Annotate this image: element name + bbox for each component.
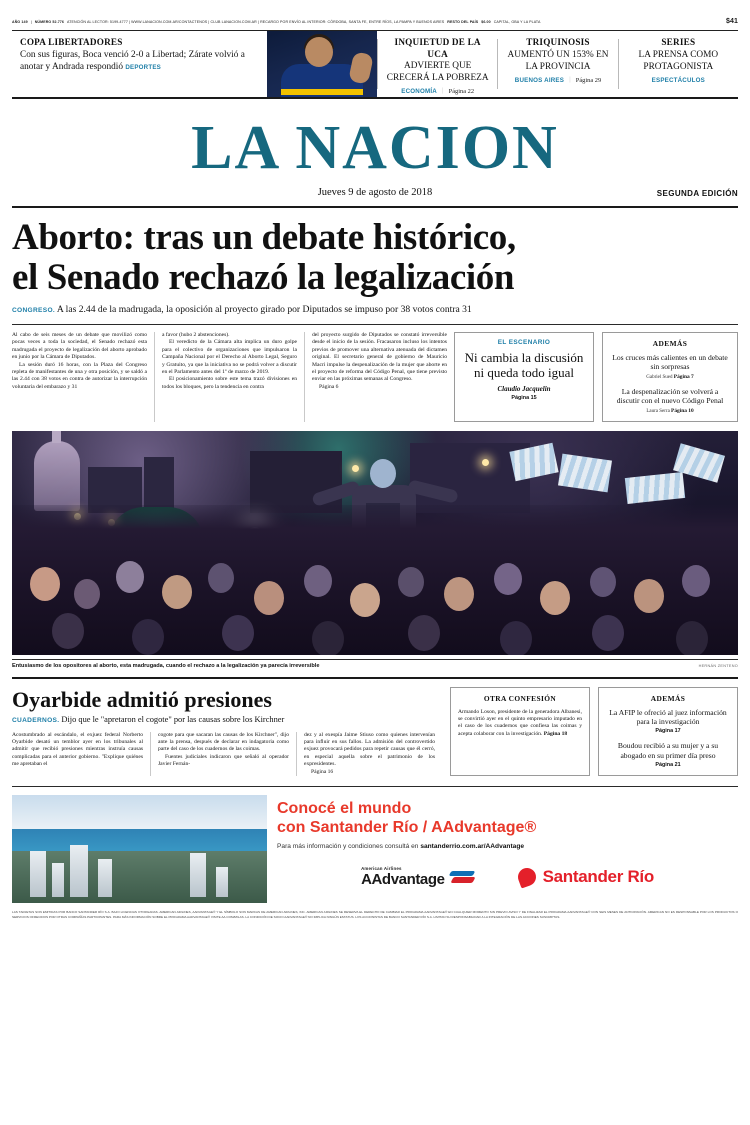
teaser-kicker: SERIES <box>661 37 696 47</box>
lead-column-1 <box>12 332 154 422</box>
photo-crowd <box>12 505 738 655</box>
teaser-text: ADVIERTE QUE CRECERÁ LA POBREZA <box>386 61 489 83</box>
ad-headline-line1: Conocé el mundo <box>277 800 412 818</box>
lead-sidebar-boxes <box>454 332 738 422</box>
edition-label: SEGUNDA EDICIÓN <box>656 189 738 198</box>
meta-divider: | <box>442 88 444 95</box>
divider-ad <box>12 786 738 787</box>
crowd-person <box>540 581 570 615</box>
box-ademas-aborto[interactable] <box>602 332 738 422</box>
photo-caption: Entusiasmo de los opositores al aborto, esta madrugada, cuando el rechazo a la legalización ya parecía irreversible <box>12 662 320 669</box>
ad-photo-miami-skyline <box>12 795 267 903</box>
ad-logo-row <box>277 866 738 888</box>
ad-tower <box>52 863 64 897</box>
byline-page[interactable]: Página 7 <box>673 373 694 380</box>
ad-city <box>12 851 267 903</box>
crowd-person <box>304 565 332 597</box>
box-page[interactable]: Página 18 <box>543 730 568 737</box>
ad-tower <box>190 853 206 897</box>
santander-flame-icon <box>515 866 538 889</box>
meta-divider: | <box>569 76 571 83</box>
ad-headline <box>277 799 738 837</box>
teaser-text: Con sus figuras, Boca venció 2-0 a Libertad; Zárate volvió a anotar y Andrada respondió <box>20 49 245 72</box>
second-subhead <box>12 715 442 726</box>
second-section-tag[interactable]: CUADERNOS. <box>12 716 60 724</box>
teaser-text: AUMENTÓ UN 153% EN LA PROVINCIA <box>507 49 609 72</box>
aadvantage-wordmark <box>361 866 445 888</box>
box-text: Armando Loson, presidente de la generadora Albanesi, se convirtió ayer en el quinto empresario imputado en el caso de los cuadernos que confiesa las coimas y acepta colaborar con la investigación. <box>458 708 582 737</box>
teaser-section[interactable]: DEPORTES <box>125 63 161 71</box>
santander-wordmark: Santander Río <box>542 867 654 887</box>
box-kicker: ADEMÁS <box>650 693 686 703</box>
crowd-person <box>494 563 522 595</box>
crowd-person <box>222 615 254 651</box>
box-author: Claudio Jacquelin <box>497 385 551 393</box>
crowd-person <box>500 621 532 655</box>
second-column-2 <box>158 732 296 776</box>
photo-caption-row <box>12 659 738 669</box>
box-item-text: Los cruces más calientes en un debate sin sorpresas <box>612 353 728 372</box>
player-head <box>305 37 333 67</box>
second-column-3 <box>304 732 442 776</box>
column-divider <box>154 332 155 422</box>
aadvantage-logo[interactable] <box>361 866 476 888</box>
second-body-row <box>12 732 442 776</box>
ad-subline-prefix: Para más información y condiciones consultá en <box>277 843 421 851</box>
crowd-person <box>30 567 60 601</box>
byline-author: Gabriel Sued <box>646 374 673 380</box>
crowd-person <box>52 613 84 649</box>
teaser-item-deportes[interactable] <box>12 31 267 97</box>
masthead <box>0 99 750 182</box>
ad-tower <box>30 851 46 897</box>
teaser-section[interactable]: ESPECTÁCULOS <box>651 76 705 84</box>
advertisement[interactable] <box>12 795 738 903</box>
box-kicker: EL ESCENARIO <box>497 339 551 346</box>
lead-photo <box>12 431 738 655</box>
box-item-page[interactable]: Página 21 <box>655 762 681 769</box>
paragraph: El posicionamiento sobre este tema trazó divisiones en todos los bloques, pero la tendencia en contra <box>162 376 297 390</box>
lead-story <box>12 208 738 317</box>
ad-content <box>277 795 738 903</box>
box-item-text: La despenalización se volverá a discutir con el nuevo Código Penal <box>616 386 724 406</box>
crowd-person <box>398 567 424 597</box>
publication-date: Jueves 9 de agosto de 2018 <box>317 187 433 198</box>
cover-price: $41 <box>726 18 738 25</box>
crowd-person <box>634 579 664 613</box>
second-column-1 <box>12 732 150 776</box>
second-story <box>12 679 738 777</box>
dateline-row <box>12 187 738 198</box>
byline-author: Laura Serra <box>646 408 670 414</box>
lead-headline-line2: el Senado rechazó la legalización <box>12 257 514 298</box>
teaser-bar <box>12 31 738 99</box>
box-ademas-cuadernos[interactable] <box>598 687 738 777</box>
crowd-person <box>74 579 100 609</box>
ad-legal-text: LAS TARJETAS SON EMITIDAS POR BANCO SANTANDER RÍO S.A. BAJO LICENCIAS OTORGADAS. AMERICAN AIRLINES, AADVANTAGE® Y EL SÍMBOLO SON MARCAS DE AMERICAN AIRLINES, INC. AMERICAN AIRLINES SE RESERVA EL DERECHO DE CAMBIAR EL PROGRAMA AADVANTAGE® EN CUALQUIER MOMENTO SIN PREVIO AVISO Y DE FINALIZAR EL PROGRAMA AADVANTAGE® CON SEIS MESES DE ANTICIPACIÓN. AMERICAN NO ES RESPONSABLE POR LOS PRODUCTOS O SERVICIOS OFRECIDOS POR OTRAS COMPAÑÍAS PARTICIPANTES. PARA MÁS INFORMACIÓN SOBRE EL PROGRAMA AADVANTAGE® VISITE AA.COM/MILAS. LA CONDICIÓN DE SOCIO AADVANTAGE® NO IMPLICA NINGÚN ESTATUS. LOS ACCIONISTAS DE BANCO SANTANDER RÍO S.A. LIMITAN SU RESPONSABILIDAD A LA INTEGRACIÓN DE LAS ACCIONES SUSCRIPTAS. <box>12 910 738 919</box>
aadvantage-text: AAdvantage <box>361 871 445 889</box>
second-headline: Oyarbide admitió presiones <box>12 686 272 712</box>
column-divider <box>296 732 297 776</box>
masthead-legal-strip <box>0 0 750 30</box>
photo-streetlight <box>482 459 489 466</box>
photo-flag <box>625 472 685 504</box>
legal-rest-price: $6.00 <box>481 20 491 24</box>
lead-headline-line1: Aborto: tras un debate histórico, <box>12 217 516 258</box>
box-kicker: OTRA CONFESIÓN <box>483 693 557 703</box>
player-jersey-stripe <box>281 89 363 95</box>
teaser-text: LA PRENSA COMO PROTAGONISTA <box>638 49 719 72</box>
paragraph: del proyecto surgido de Diputados se constató irreversible desde el inicio de la sesión. Fracasaron incluso los intentos previos de promover una alternativa atenuada del dictamen original. El secretario general de gobierno de Mauricio Macri impulse la despenalización de la mujer que aborte en el proyecto de reforma del Código Penal, que tiene previsto enviar en las próximas semanas al Congreso. <box>312 332 447 383</box>
legal-contact-line: ATENCIÓN AL LECTOR: 5199-4777 | WWW.LANACION.COM.AR/CONTACTENOS | CLUB LANACION.COM.AR | RECARGO POR ENVÍO AL INTERIOR: CÓRDOBA, SANTA FE, ENTRE RÍOS, LA PAMPA Y BUENOS AIRES <box>67 20 445 24</box>
teaser-section[interactable]: ECONOMÍA <box>401 88 437 96</box>
teaser-kicker: TRIQUINOSIS <box>526 37 590 47</box>
teaser-meta <box>386 86 489 98</box>
crowd-person <box>592 615 624 651</box>
paragraph: Al cabo de seis meses de un debate que movilizó como pocas veces a toda la sociedad, el Senado rechazó esta madrugada el proyecto de legalización del aborto aprobado en junio por la Cámara de Diputados. <box>12 332 147 361</box>
teaser-photo-boca-player <box>267 31 377 97</box>
box-item-byline <box>610 374 730 380</box>
paragraph: cogote para que sacaran las causas de los Kirchner", dijo ante la prensa, después de declarar en indagatoria como parte del caso de los cuadernos de las coimas. <box>158 731 290 753</box>
teaser-page: Página 22 <box>448 88 475 96</box>
teaser-body <box>20 49 259 74</box>
second-story-main <box>12 679 442 777</box>
lead-subhead-text: A las 2.44 de la madrugada, la oposición al proyecto girado por Diputados se impuso por 38 votos contra 31 <box>56 304 472 315</box>
ad-tower <box>216 867 228 897</box>
teaser-page: Página 29 <box>575 76 602 84</box>
crowd-person <box>132 619 164 655</box>
box-title: Ni cambia la discusión ni queda todo igual <box>464 350 584 380</box>
crowd-person <box>312 621 344 655</box>
photo-building <box>250 451 342 513</box>
lead-body-row <box>12 332 738 422</box>
crowd-person <box>682 565 710 597</box>
player-arm <box>348 51 374 85</box>
crowd-person <box>254 581 284 615</box>
box-item-text: La AFIP le ofreció al juez información para la investigación <box>609 707 727 727</box>
ad-tower <box>70 845 88 897</box>
box-kicker: ADEMÁS <box>652 339 688 348</box>
teaser-item-espectaculos[interactable] <box>619 31 738 97</box>
crowd-person <box>208 563 234 593</box>
newspaper-title: LA NACION <box>191 114 559 182</box>
teaser-section[interactable]: BUENOS AIRES <box>514 76 565 84</box>
ad-subline <box>277 843 738 850</box>
crowd-person <box>590 567 616 597</box>
box-body <box>458 709 582 739</box>
legal-year: AÑO 149 <box>12 20 28 24</box>
box-body-text <box>458 709 582 739</box>
photo-credit: HERNÁN ZENTENO <box>698 663 738 668</box>
crowd-person <box>408 615 440 651</box>
ad-headline-line2: con Santander Río / AAdvantage® <box>277 819 537 837</box>
teaser-item-buenos-aires[interactable] <box>498 31 617 97</box>
american-airlines-label: American Airlines <box>361 866 402 872</box>
paragraph: dez y al exespía Jaime Stiuso como quienes intervenían para influir en sus fallos. La admisión del controvertido exjuez provocará pedidos para repetir causas que él cerró, en especial aquella sobre el patrimonio de los expresidentes. <box>304 731 436 768</box>
lead-section-tag[interactable]: CONGRESO. <box>12 307 55 314</box>
legal-capital-label: CAPITAL, GBA Y LA PLATA <box>493 20 541 24</box>
crowd-person <box>676 621 708 655</box>
crowd-person <box>444 577 474 611</box>
american-airlines-eagle-icon <box>450 869 476 885</box>
second-subhead-text: Dijo que le "apretaron el cogote" por las causas sobre los Kirchner <box>61 714 285 724</box>
box-otra-confesion[interactable] <box>450 687 590 777</box>
legal-divider: | <box>30 20 32 24</box>
lead-column-3 <box>312 332 454 422</box>
lead-column-2 <box>162 332 304 422</box>
legal-rest-label: RESTO DEL PAÍS <box>447 20 479 24</box>
crowd-person <box>162 575 192 609</box>
column-divider <box>150 732 151 776</box>
legal-number: NÚMERO 52.776 <box>34 20 64 24</box>
ad-url[interactable]: santanderrio.com.ar/AAdvantage <box>420 843 525 851</box>
figure-head <box>370 459 396 488</box>
ad-sky <box>12 795 267 829</box>
teaser-kicker: COPA LIBERTADORES <box>20 37 123 47</box>
lead-continuation-page[interactable]: Página 6 <box>319 383 339 390</box>
santander-rio-logo[interactable] <box>518 867 654 887</box>
paragraph: Fuentes judiciales indicaron que señaló al operador Javier Fernán- <box>158 753 290 768</box>
lead-subhead <box>12 304 738 317</box>
paragraph: La sesión duró 16 horas, con la Plaza del Congreso repleta de manifestantes de una y otra posición, y se saldó a las 2.44 con 38 votos en contra de autorizar la interrupción voluntaria del embarazo y 31 <box>12 361 147 390</box>
box-page[interactable]: Página 15 <box>511 395 537 401</box>
lead-headline <box>12 218 738 298</box>
ad-tower <box>98 859 112 897</box>
byline-page[interactable]: Página 10 <box>671 407 694 414</box>
paragraph: Acostumbrado al escándalo, el exjuez federal Norberto Oyarbide desató un temblor ayer en los tribunales al admitir que recibió presiones mientras instruía causas complicadas para el anterior gobierno. "Explique quiénes me apretaban el <box>12 731 144 768</box>
column-divider <box>304 332 305 422</box>
box-item-page[interactable]: Página 17 <box>655 728 681 735</box>
second-sidebar-boxes <box>450 679 738 777</box>
photo-flag <box>558 453 612 492</box>
box-item-text: Boudou recibió a su mujer y a su abogado en su primer día preso <box>617 741 719 760</box>
second-continuation-page[interactable]: Página 16 <box>311 768 334 775</box>
paragraph: El veredicto de la Cámara alta implica un duro golpe para el colectivo de organizaciones que impulsaron la Campaña Nacional por el Derecho al Aborto Legal, Seguro y Gratuito, ya que la iniciativa no se podrá volver a discutir en el Parlamento antes del 1º de marzo de 2019. <box>162 339 297 376</box>
divider-lead <box>12 324 738 325</box>
box-item-byline <box>610 408 730 414</box>
teaser-meta <box>627 75 730 87</box>
crowd-person <box>350 583 380 617</box>
crowd-person <box>116 561 144 593</box>
teaser-kicker: INQUIETUD DE LA UCA <box>394 37 481 59</box>
photo-congress-dome <box>34 441 80 511</box>
teaser-item-economia[interactable] <box>378 31 497 97</box>
teaser-meta <box>506 75 609 87</box>
paragraph: a favor (hubo 2 abstenciones). <box>162 332 230 338</box>
box-el-escenario[interactable] <box>454 332 594 422</box>
